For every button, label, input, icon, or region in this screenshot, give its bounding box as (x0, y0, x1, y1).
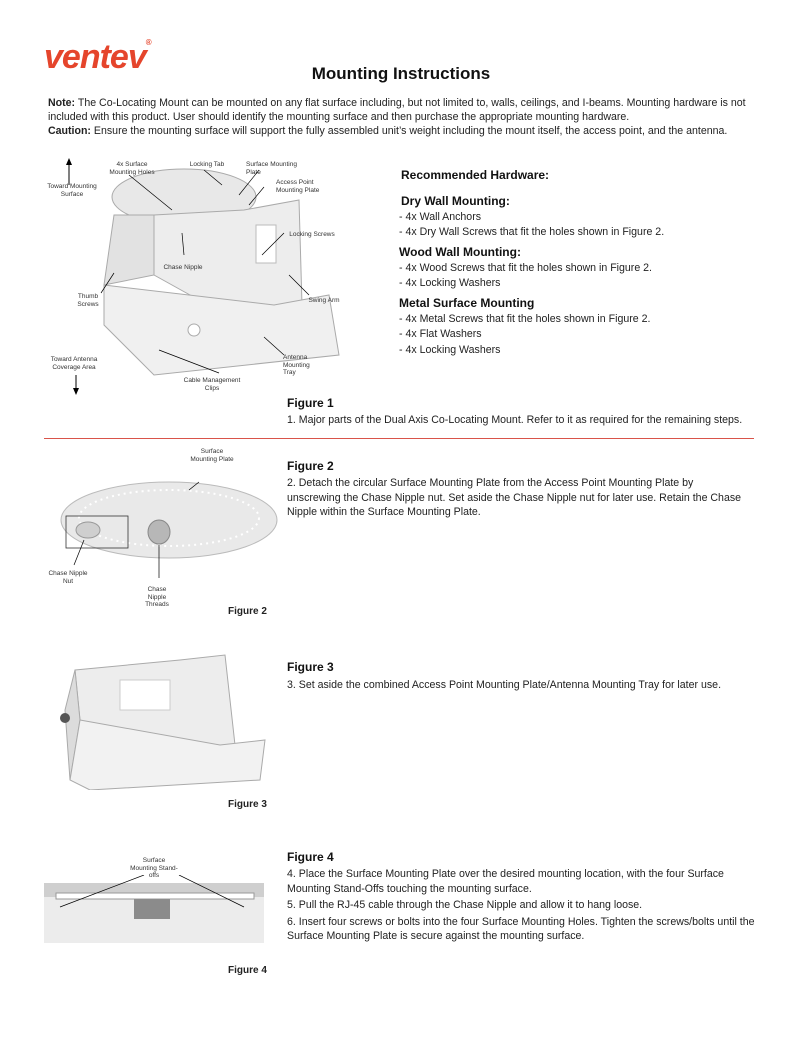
hardware-item: - 4x Locking Washers (399, 276, 501, 289)
hardware-group-title: Dry Wall Mounting: (401, 194, 510, 208)
label-toward-surface: Toward Mounting Surface (47, 183, 97, 198)
hardware-group-title: Wood Wall Mounting: (399, 245, 521, 259)
step-3: 3. Set aside the combined Access Point Mounting Plate/Antenna Mounting Tray for later use. (287, 679, 722, 691)
hardware-item: - 4x Flat Washers (399, 327, 482, 340)
figure2-illustration (44, 470, 284, 580)
note-label: Note: (48, 97, 76, 109)
label-cable-clips: Cable Management Clips (183, 377, 241, 392)
hardware-item: - 4x Metal Screws that fit the holes shown in Figure 2. (399, 313, 651, 325)
label-locking-screws: Locking Screws (289, 231, 335, 238)
note-paragraph (48, 96, 758, 124)
hardware-group-metal (399, 296, 759, 358)
figure1-heading: Figure 1 (287, 396, 334, 410)
brand-logo: ventev® (44, 38, 151, 76)
label-toward-antenna: Toward Antenna Coverage Area (50, 356, 98, 371)
note-text: The Co-Locating Mount can be mounted on any flat surface including, but not limited to, walls, ceilings, and I-beams. Mounting hardware is not included with this product. User should identify the mounting surface and then purchase the appropriate mounting hardware. (48, 97, 746, 123)
figure2-heading: Figure 2 (287, 459, 334, 473)
figure4-illustration (44, 875, 264, 945)
hardware-heading: Recommended Hardware: (401, 168, 550, 182)
figure4-heading: Figure 4 (287, 850, 334, 864)
hardware-item: - 4x Wall Anchors (399, 211, 482, 223)
label-chase-nipple-threads: Chase Nipple Threads (145, 586, 169, 608)
recommended-hardware (399, 168, 759, 358)
label-locking-tab: Locking Tab (189, 161, 225, 168)
intro-text (48, 96, 758, 138)
label-ap-plate: Access Point Mounting Plate (276, 179, 320, 194)
hardware-group-drywall (399, 194, 759, 239)
label-chase-nipple: Chase Nipple (163, 264, 203, 271)
step-5: 5. Pull the RJ-45 cable through the Chase Nipple and allow it to hang loose. (287, 899, 643, 911)
label-antenna-tray: Antenna Mounting Tray (283, 354, 310, 376)
label-surface-plate: Surface Mounting Plate (246, 161, 297, 176)
figure3-illustration (50, 650, 270, 790)
label-swing-arm: Swing Arm (308, 297, 340, 304)
section-divider (44, 438, 754, 439)
label-thumb-screws: Thumb Screws (77, 293, 99, 308)
hardware-item: - 4x Wood Screws that fit the holes shown in Figure 2. (399, 262, 652, 274)
label-mounting-holes: 4x Surface Mounting Holes (109, 161, 155, 176)
hardware-group-title: Metal Surface Mounting (399, 296, 535, 310)
hardware-item: - 4x Locking Washers (399, 344, 501, 356)
figure2-caption: Figure 2 (228, 606, 267, 617)
step-4: 4. Place the Surface Mounting Plate over the desired mounting location, with the four Surface Mounting Stand-Offs touching the mounting surface. (287, 868, 724, 895)
step-2: 2. Detach the circular Surface Mounting Plate from the Access Point Mounting Plate by unscrewing the Chase Nipple nut. Set aside the Chase Nipple nut for later use. Retain the Chase Nipple within the Surface Mounting Plate. (287, 477, 742, 518)
label-standoffs: Surface Mounting Stand-offs (130, 857, 178, 879)
hardware-item: - 4x Dry Wall Screws that fit the holes shown in Figure 2. (399, 225, 665, 238)
step-6: 6. Insert four screws or bolts into the four Surface Mounting Holes. Tighten the screws/bolts until the Surface Mounting Plate is secure against the mounting surface. (287, 915, 755, 942)
label-chase-nipple-nut: Chase Nipple Nut (48, 570, 88, 585)
figure3-heading: Figure 3 (287, 660, 334, 674)
caution-text: Ensure the mounting surface will support the fully assembled unit’s weight including the mount itself, the access point, and the antenna. (93, 125, 728, 137)
figure4-caption: Figure 4 (228, 965, 267, 976)
figure3-caption: Figure 3 (228, 799, 267, 810)
caution-label: Caution: (48, 125, 91, 137)
hardware-group-wood (399, 245, 759, 290)
label-fig2-surface-plate: Surface Mounting Plate (190, 448, 234, 463)
step-1: 1. Major parts of the Dual Axis Co-Locating Mount. Refer to it as required for the remaining steps. (287, 414, 743, 426)
caution-paragraph (48, 124, 758, 138)
figure4-steps (287, 867, 757, 944)
page-title: Mounting Instructions (311, 64, 491, 83)
